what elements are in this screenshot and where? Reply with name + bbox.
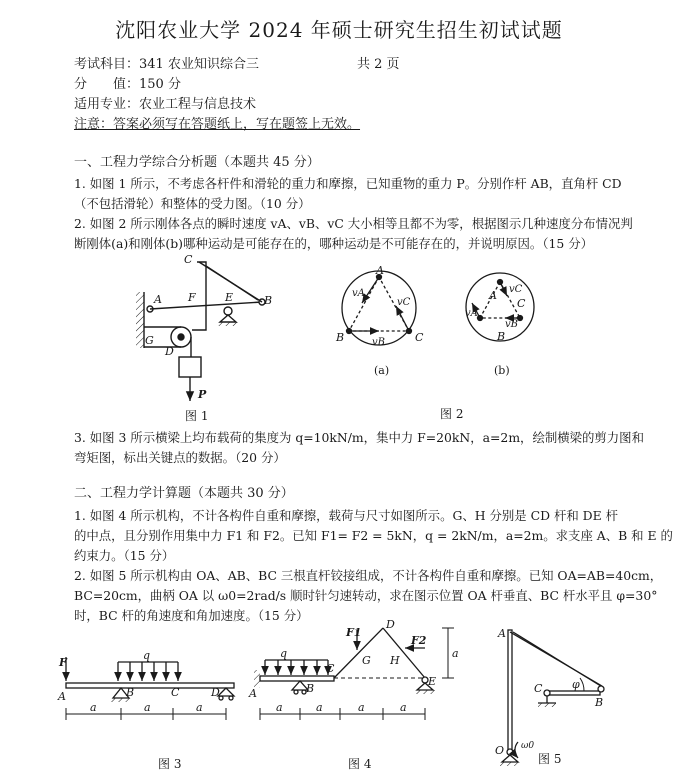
fig1-caption: 图 1: [185, 409, 209, 423]
fig3-label-a: A: [58, 690, 66, 703]
section-2-heading: 二、工程力学计算题（本题共 30 分）: [74, 486, 294, 501]
fig1-label-d: D: [165, 345, 174, 358]
fig5-caption: 图 5: [538, 752, 562, 766]
fig4-label-b: B: [306, 682, 315, 695]
fig3-dim-a-2: a: [144, 701, 151, 714]
s1-q3-line1: 3. 如图 3 所示横梁上均布载荷的集度为 q=10kN/m，集中力 F=20kN，a=2m，绘制横梁的剪力图和: [74, 430, 644, 445]
fig1-ground-e: [218, 322, 238, 326]
fig2b-label-c: C: [517, 297, 526, 310]
fig4-caption: 图 4: [348, 757, 372, 771]
fig1-pulley-hub: [178, 334, 184, 340]
fig2b-label-b: B: [497, 330, 506, 343]
fig4-dim-a-4: a: [400, 701, 407, 714]
fig3-support-d: [218, 688, 234, 696]
fig5-label-omega: ω0: [521, 741, 535, 751]
fig1-pin-e: [224, 307, 232, 315]
fig5-support-o: [502, 755, 518, 762]
fig3-roller-d-2: [229, 696, 233, 700]
fig2b-tag: (b): [494, 364, 510, 377]
fig1-label-e: E: [225, 291, 234, 304]
figure-5: [500, 630, 604, 766]
s1-q3-line2: 弯矩图，标出关键点的数据。（20 分）: [74, 450, 286, 465]
fig2b-label-vc: vC: [509, 284, 523, 295]
fig3-label-b: B: [126, 686, 135, 699]
fig2a-label-b: B: [336, 331, 345, 344]
fig1-label-a: A: [154, 293, 162, 306]
fig1-label-g: G: [145, 334, 154, 347]
fig5-label-o: O: [495, 744, 505, 757]
fig1-wall: [136, 292, 144, 348]
fig4-label-f1: F1: [346, 626, 362, 639]
fig3-label-c: C: [171, 686, 180, 699]
fig2a-label-c: C: [415, 331, 424, 344]
s1-q1-line2: （不包括滑轮）和整体的受力图。（10 分）: [74, 196, 311, 211]
s2-q1-line3: 约束力。（15 分）: [74, 548, 175, 563]
section-1-heading: 一、工程力学综合分析题（本题共 45 分）: [74, 155, 320, 170]
fig1-label-f: F: [188, 291, 196, 304]
s1-q2-line2: 断刚体(a)和刚体(b)哪种运动是可能存在的，哪种运动是不可能存在的，并说明原因。（15 分）: [74, 236, 594, 251]
fig3-label-d: D: [211, 686, 220, 699]
fig5-phi-arc: [580, 678, 584, 691]
fig5-label-phi: φ: [572, 678, 580, 691]
fig2a-vector-vc: [396, 306, 409, 331]
fig2a-label-va: vA: [352, 288, 365, 299]
fig4-beam-ab: [260, 676, 334, 681]
fig2a-label-vb: vB: [372, 337, 385, 348]
fig3-dim-a-3: a: [196, 701, 203, 714]
fig5-ground-c: [538, 703, 556, 707]
fig4-label-e: E: [428, 675, 437, 688]
fig3-label-q: q: [143, 649, 151, 662]
s2-q2-line1: 2. 如图 5 所示机构由 OA、AB、BC 三根直杆铰接组成，不计各构件自重和摩擦。已知 OA=AB=40cm，: [74, 568, 663, 583]
fig4-dim-height-label: a: [452, 647, 459, 660]
fig2a-label-a: A: [376, 264, 384, 277]
exam-major: 适用专业：农业工程与信息技术: [74, 97, 257, 112]
fig1-label-p: P: [198, 388, 207, 401]
exam-subject: 考试科目：341 农业知识综合三: [74, 57, 259, 72]
fig4-ground-e: [415, 690, 435, 694]
fig4-label-g: G: [362, 654, 371, 667]
fig5-pin-c: [544, 690, 550, 696]
s2-q1-line1: 1. 如图 4 所示机构，不计各构件自重和摩擦，载荷与尺寸如图所示。G、H 分别是 CD 杆和 DE 杆: [74, 508, 618, 523]
exam-score: 分 值：150 分: [74, 77, 181, 92]
fig2a-label-vc: vC: [397, 297, 411, 308]
s1-q1-line1: 1. 如图 1 所示，不考虑各杆件和滑轮的重力和摩擦，已知重物的重力 P。分别作杆 AB，直角杆 CD: [74, 176, 622, 191]
s1-q2-line1: 2. 如图 2 所示刚体各点的瞬时速度 vA、vB、vC 大小相等且都不为零，根据图示几种速度分布情况判: [74, 216, 633, 231]
fig5-label-c: C: [534, 682, 543, 695]
exam-notice: 注意：答案必须写在答题纸上，写在题签上无效。: [74, 117, 361, 132]
fig4-dim-a-3: a: [358, 701, 365, 714]
fig5-pin-b: [598, 686, 604, 692]
fig5-pin-o: [507, 749, 513, 755]
fig2b-label-a: A: [489, 289, 497, 302]
fig4-roller-b-1: [294, 690, 298, 694]
fig4-label-d: D: [386, 618, 395, 631]
fig4-label-q: q: [280, 647, 288, 660]
s2-q2-line2: BC=20cm，曲柄 OA 以 ω0=2rad/s 顺时针匀速转动，求在图示位置 OA 杆垂直、BC 杆水平且 φ=30°: [74, 588, 658, 603]
fig1-support-e: [220, 315, 236, 322]
fig2a-circle: [342, 271, 416, 345]
fig2a-tag: (a): [374, 364, 390, 377]
fig5-rod-bc: [545, 691, 600, 695]
fig1-label-b: B: [264, 294, 273, 307]
fig3-label-f: F: [59, 656, 67, 669]
fig3-beam: [66, 683, 234, 688]
fig4-wall-a: [254, 670, 260, 688]
fig2b-label-va: vA: [465, 308, 478, 319]
fig5-label-b: B: [595, 696, 604, 709]
fig4-dim-a-1: a: [276, 701, 283, 714]
fig4-label-f2: F2: [411, 634, 427, 647]
s2-q2-line3: 时，BC 杆的角速度和角加速度。（15 分）: [74, 608, 309, 623]
fig5-omega-arc: [515, 742, 518, 758]
fig3-caption: 图 3: [158, 757, 182, 771]
fig5-rod-oa: [508, 630, 512, 752]
s2-q1-line2: 的中点，且分别作用集中力 F1 和 F2。已知 F1= F2 = 5kN，q = 2kN/m，a=2m。求支座 A、B 和 E 的: [74, 528, 673, 543]
fig4-label-c: C: [326, 662, 335, 675]
fig2b-label-vb: vB: [505, 319, 518, 330]
fig3-dim-a-1: a: [90, 701, 97, 714]
fig4-label-a: A: [249, 687, 257, 700]
fig2-caption: 图 2: [440, 407, 464, 421]
fig5-rod-ab-2: [513, 632, 604, 688]
fig5-label-a: A: [498, 627, 506, 640]
fig2b-vector-vc: [500, 282, 507, 296]
fig1-weight: [179, 357, 201, 377]
fig5-ground-o: [500, 762, 520, 766]
page-count: 共 2 页: [357, 57, 400, 72]
fig4-label-h: H: [390, 654, 400, 667]
figure-1: [136, 262, 265, 401]
figure-2a: [342, 271, 416, 345]
fig1-label-c: C: [184, 253, 193, 266]
exam-title: 沈阳农业大学 2024 年硕士研究生招生初试试题: [115, 18, 563, 42]
fig4-dim-a-2: a: [316, 701, 323, 714]
